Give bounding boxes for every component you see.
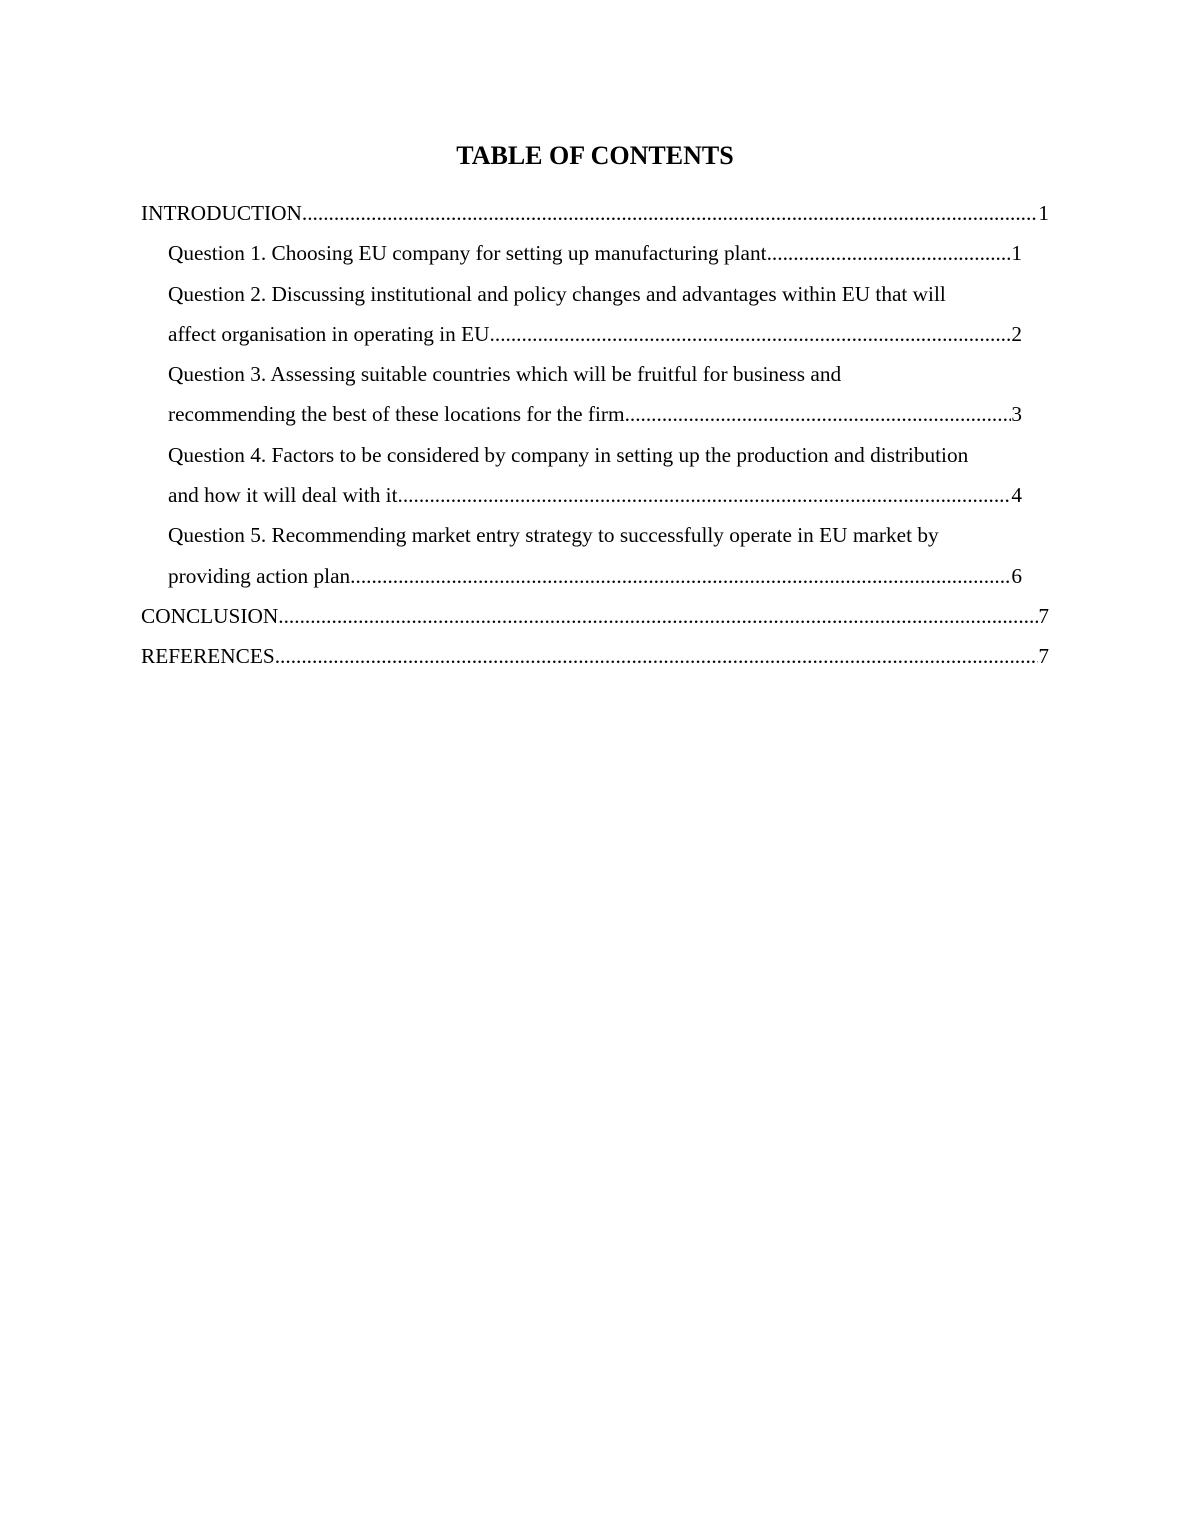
dot-leader (302, 193, 1038, 233)
toc-entry-question-4[interactable] (168, 435, 1049, 516)
toc-list (141, 193, 1049, 677)
toc-entry-introduction[interactable] (141, 193, 1049, 233)
toc-entry-label: affect organisation in operating in EU (168, 321, 490, 346)
toc-page-number: 6 (1011, 563, 1022, 588)
toc-entry-conclusion[interactable] (141, 596, 1049, 636)
toc-entry-label: providing action plan (168, 563, 351, 588)
dot-leader (490, 314, 1012, 354)
toc-entry-label: and how it will deal with it (168, 483, 398, 508)
dot-leader (278, 596, 1038, 636)
toc-page-number: 4 (1011, 483, 1022, 508)
toc-page-number: 7 (1038, 603, 1049, 628)
toc-entry-question-2[interactable] (168, 274, 1049, 355)
toc-entry-references[interactable] (141, 636, 1049, 676)
dot-leader (350, 556, 1011, 596)
dot-leader (275, 636, 1039, 676)
toc-entry-question-5[interactable] (168, 515, 1049, 596)
toc-entry-question-3[interactable] (168, 354, 1049, 435)
toc-entry-label: recommending the best of these locations for the firm (168, 402, 625, 427)
dot-leader (625, 394, 1012, 434)
dot-leader (767, 233, 1012, 273)
page-title: TABLE OF CONTENTS (456, 141, 734, 170)
toc-entry-wrapped-line: Question 4. Factors to be considered by company in setting up the production and distribution (168, 442, 969, 467)
toc-entry-label: Question 1. Choosing EU company for setting up manufacturing plant (168, 241, 767, 266)
toc-entry-label: INTRODUCTION (141, 201, 302, 225)
dot-leader (398, 475, 1012, 515)
toc-entry-wrapped-line: Question 3. Assessing suitable countries which will be fruitful for business and (168, 362, 842, 387)
toc-page-number: 7 (1038, 644, 1049, 669)
toc-entry-wrapped-line: Question 2. Discussing institutional and policy changes and advantages within EU that will (168, 281, 946, 306)
toc-entry-label: REFERENCES (141, 644, 275, 669)
toc-page-number: 1 (1011, 241, 1022, 266)
toc-entry-question-1[interactable] (168, 233, 1049, 273)
toc-page-number: 3 (1011, 402, 1022, 427)
toc-page-number: 1 (1038, 201, 1049, 225)
toc-entry-wrapped-line: Question 5. Recommending market entry strategy to successfully operate in EU market by (168, 523, 939, 548)
toc-page-number: 2 (1011, 321, 1022, 346)
toc-entry-label: CONCLUSION (141, 603, 279, 628)
